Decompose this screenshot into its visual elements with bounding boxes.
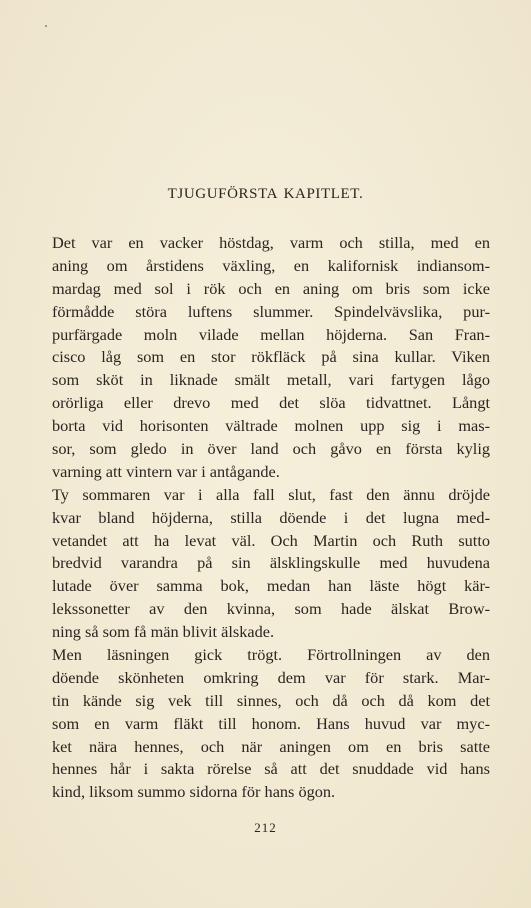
text-line: varning att vintern var i antågande.	[52, 461, 280, 481]
chapter-title: TJUGUFÖRSTA KAPITLET.	[167, 186, 364, 202]
text-line: som en varm fläkt till honom. Hans huvud var myc-	[52, 713, 490, 733]
text-line: bredvid varandra på sin älsklingskulle med huvudena	[52, 553, 490, 573]
text-line: kvar bland höjderna, stilla döende i det lugna med-	[52, 507, 490, 527]
text-line: aning om årstidens växling, en kalifornisk indiansom-	[52, 255, 490, 275]
text-line: tin kände sig vek till sinnes, och då och då kom det	[52, 690, 490, 710]
text-line: förmådde störa luftens slummer. Spindelvävslika, pur-	[52, 301, 490, 321]
text-line: mardag med sol i rök och en aning om bris som icke	[52, 278, 490, 298]
text-line: lutade över samma bok, medan han läste högt kär-	[52, 576, 490, 596]
text-line: Det var en vacker höstdag, varm och stilla, med en	[52, 233, 490, 252]
page-number: 212	[254, 820, 277, 835]
text-line: ket nära hennes, och när aningen om en bris satte	[52, 736, 490, 756]
text-line: cisco låg som en stor rökfläck på sina kullar. Viken	[52, 347, 490, 367]
text-line: orörliga eller drevo med det slöa tidvattnet. Långt	[52, 393, 490, 413]
text-line: borta vid horisonten vältrade molnen upp sig i mas-	[52, 416, 490, 436]
text-line: purfärgade moln vilade mellan höjderna. San Fran-	[52, 324, 490, 344]
text-line: som sköt in liknade smält metall, vari fartygen lågo	[52, 370, 490, 390]
text-line: kind, liksom summo sidorna för hans ögon.	[52, 782, 336, 802]
paper-speck	[45, 25, 47, 27]
text-line: Men läsningen gick trögt. Förtrollningen av den	[52, 645, 490, 665]
body-text	[52, 232, 490, 804]
text-line: hennes hår i sakta rörelse så att det snuddade vid hans	[52, 759, 490, 779]
text-line: lekssonetter av den kvinna, som hade älskat Brow-	[52, 599, 490, 619]
text-line: ning så som få män blivit älskade.	[52, 622, 275, 642]
text-line: Ty sommaren var i alla fall slut, fast den ännu dröjde	[52, 484, 490, 504]
text-line: vetandet att ha levat väl. Och Martin och Ruth sutto	[52, 530, 490, 550]
text-line: döende skönheten omkring dem var för stark. Mar-	[52, 667, 490, 687]
text-line: sor, som gledo in över land och gåvo en första kylig	[52, 439, 490, 459]
